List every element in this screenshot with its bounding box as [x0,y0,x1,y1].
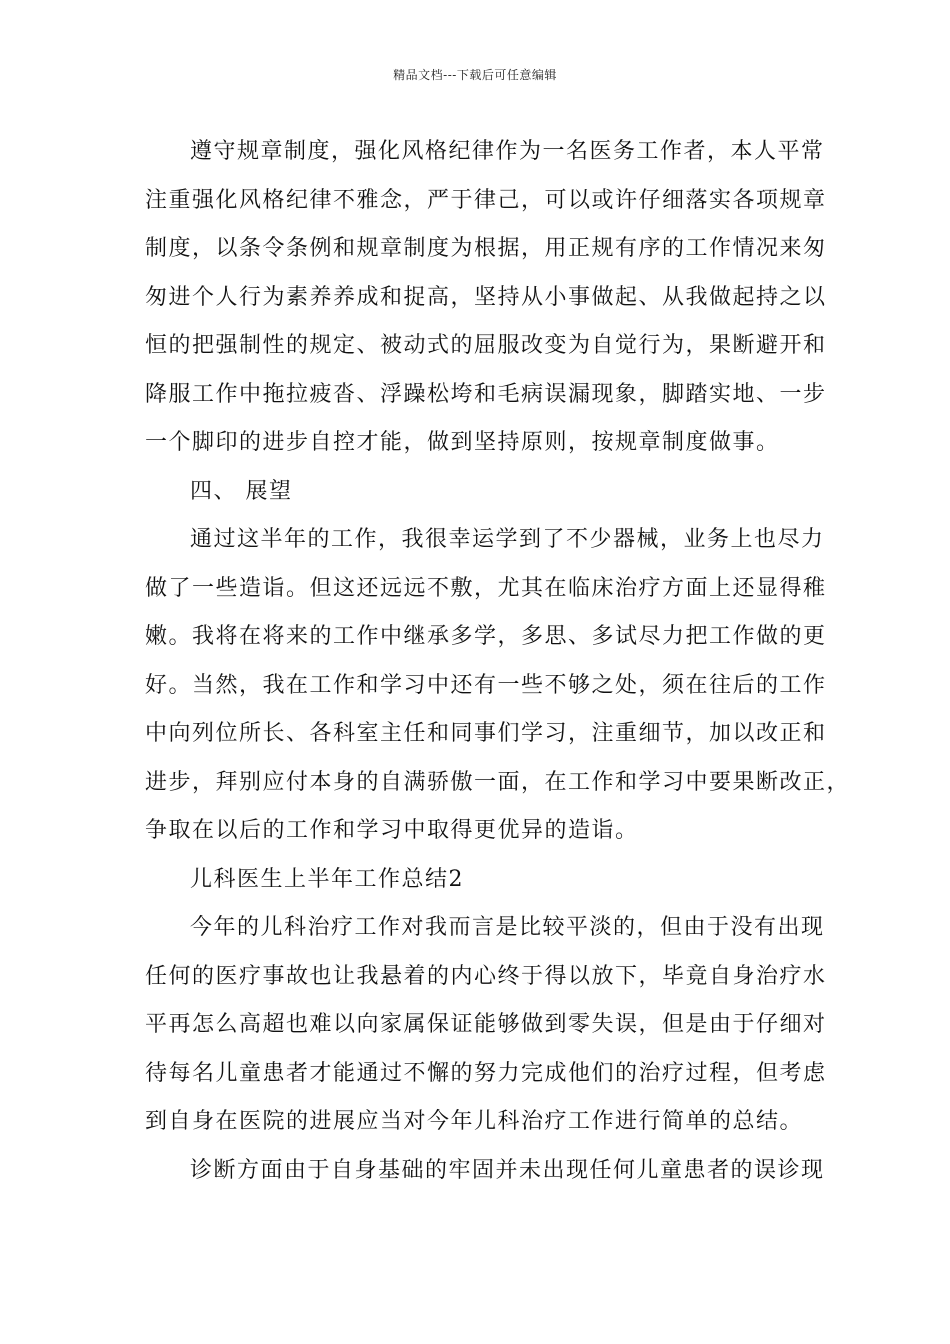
text-line: 遵守规章制度，强化风格纪律作为一名医务工作者，本人平常 [190,139,825,164]
text-line: 中向列位所长、各科室主任和同事们学习，注重细节，加以改正和 [145,721,827,746]
text-line: 到自身在医院的进展应当对今年儿科治疗工作进行简单的总结。 [145,1109,804,1134]
text-line: 今年的儿科治疗工作对我而言是比较平淡的，但由于没有出现 [190,915,825,940]
text-line: 一个脚印的进步自控才能，做到坚持原则，按规章制度做事。 [145,430,780,455]
text-line: 注重强化风格纪律不雅念，严于律己，可以或许仔细落实各项规章 [145,187,827,213]
text-line: 待每名儿童患者才能通过不懈的努力完成他们的治疗过程，但考虑 [145,1060,827,1086]
text-line: 诊断方面由于自身基础的牢固并未出现任何儿童患者的误诊现 [190,1157,825,1183]
text-line: 通过这半年的工作，我很幸运学到了不少器械，业务上也尽力 [190,527,825,552]
text-line: 争取在以后的工作和学习中取得更优异的造诣。 [145,818,639,843]
section-title: 儿科医生上半年工作总结2 [190,866,464,892]
text-line: 恒的把强制性的规定、被动式的屈服改变为自觉行为，果断避开和 [145,333,827,358]
text-line: 好。当然，我在工作和学习中还有一些不够之处，须在往后的工作 [145,672,827,698]
text-line: 降服工作中拖拉疲沓、浮躁松垮和毛病误漏现象，脚踏实地、一步 [145,381,827,407]
text-line: 匆进个人行为素养养成和捉高，坚持从小事做起、从我做起持之以 [145,284,827,310]
text-line: 做了一些造诣。但这还远远不敷，尤其在临床治疗方面上还显得稚 [145,575,827,601]
text-line: 嫩。我将在将来的工作中继承多学，多思、多试尽力把工作做的更 [145,624,827,649]
text-line: 进步，拜别应付本身的自满骄傲一面，在工作和学习中要果断改正， [145,769,851,795]
section-heading: 四、 展望 [190,478,293,504]
text-line: 制度，以条令条例和规章制度为根据，用正规有序的工作情况来匆 [145,236,827,261]
document-body [145,128,851,1195]
text-line: 平再怎么高超也难以向家属保证能够做到零失误，但是由于仔细对 [145,1012,827,1037]
text-line: 任何的医疗事故也让我悬着的内心终于得以放下，毕竟自身治疗水 [145,963,827,989]
page-header: 精品文档---下载后可任意编辑 [393,68,557,82]
